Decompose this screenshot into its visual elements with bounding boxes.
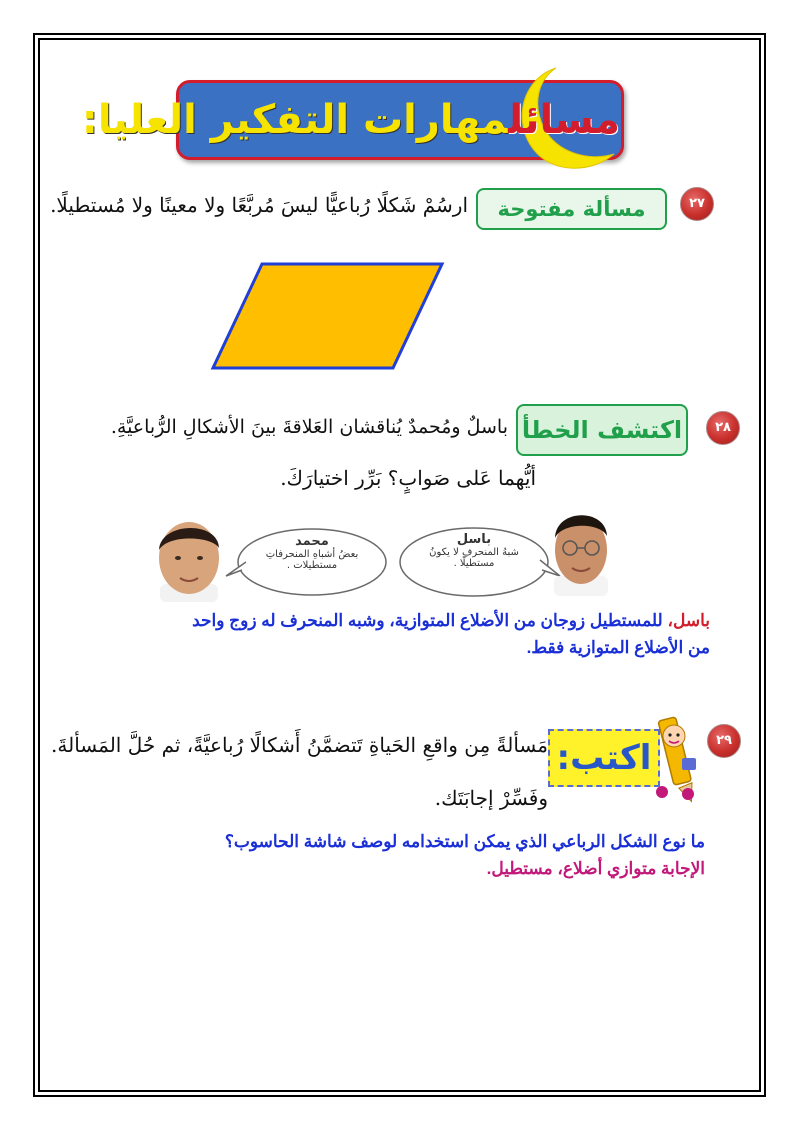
question-number-28: ٢٨: [706, 411, 740, 445]
basel-photo: [548, 504, 614, 596]
mohammed-photo: [152, 514, 226, 602]
find-error-label: اكتشف الخطأ: [516, 404, 688, 456]
q28-answer-name: باسل،: [667, 611, 710, 630]
q28-answer-text1: للمستطيل زوجان من الأضلاع المتوازية، وشبه المنحرف له زوج واحد: [192, 611, 663, 630]
q29-answer: [85, 828, 705, 882]
mohammed-claim-line2: مستطيلات .: [286, 560, 338, 571]
title-red-part: مسائل: [508, 97, 620, 143]
mohammed-bubble-text: [250, 534, 374, 571]
q29-line2: وفَسِّرْ إجابَتَك.: [434, 786, 548, 810]
question-number-27: ٢٧: [680, 187, 714, 221]
mohammed-name: محمد: [295, 534, 329, 549]
title-yellow-part: مهارات التفكير العليا:: [81, 97, 509, 143]
parallelogram-shape: [213, 264, 442, 368]
write-label: اكتب:: [548, 729, 660, 787]
basel-claim-line1: شبهُ المنحرفِ لا يكونُ: [429, 547, 519, 558]
basel-claim-line2: مستطيلًا .: [453, 558, 495, 569]
q27-text: ارسُمْ شَكلًا رُباعيًّا ليسَ مُربَّعًا ولا معينًا ولا مُستطيلًا.: [50, 193, 468, 217]
q29-answer-line: [85, 855, 705, 882]
q29-line1: مَسألةً مِن واقعِ الحَياةِ تَتضمَّنُ أَشكالًا رُباعيَّةً، ثم حُلَّ المَسألةَ.: [51, 733, 548, 757]
parallelogram-drawing: [210, 262, 445, 370]
q28-answer: [70, 607, 710, 661]
q29-answer-value: متوازي أضلاع، مستطيل.: [486, 859, 657, 878]
question-number-29: ٢٩: [707, 724, 741, 758]
q28-line1: باسلٌ ومُحمدٌ يُناقشان العَلاقةَ بينَ الأشكالِ الرُّباعيَّةِ.: [110, 416, 508, 438]
basel-bubble-text: [414, 532, 534, 569]
q29-question: ما نوع الشكل الرباعي الذي يمكن استخدامه لوصف شاشة الحاسوب؟: [224, 832, 705, 851]
open-problem-label: مسألة مفتوحة: [476, 188, 667, 230]
q28-answer-line2: من الأضلاع المتوازية فقط.: [526, 638, 710, 657]
q28-line2: أيُّهما عَلى صَوابٍ؟ بَرِّر اختيارَكَ.: [280, 466, 536, 490]
q28-answer-line1: [70, 607, 710, 634]
q29-answer-prefix: الإجابة: [661, 859, 705, 878]
basel-name: باسل: [456, 532, 492, 547]
page-title: [81, 92, 620, 148]
mohammed-claim-line1: بعضُ أشباهِ المنحرفاتِ: [265, 549, 359, 560]
